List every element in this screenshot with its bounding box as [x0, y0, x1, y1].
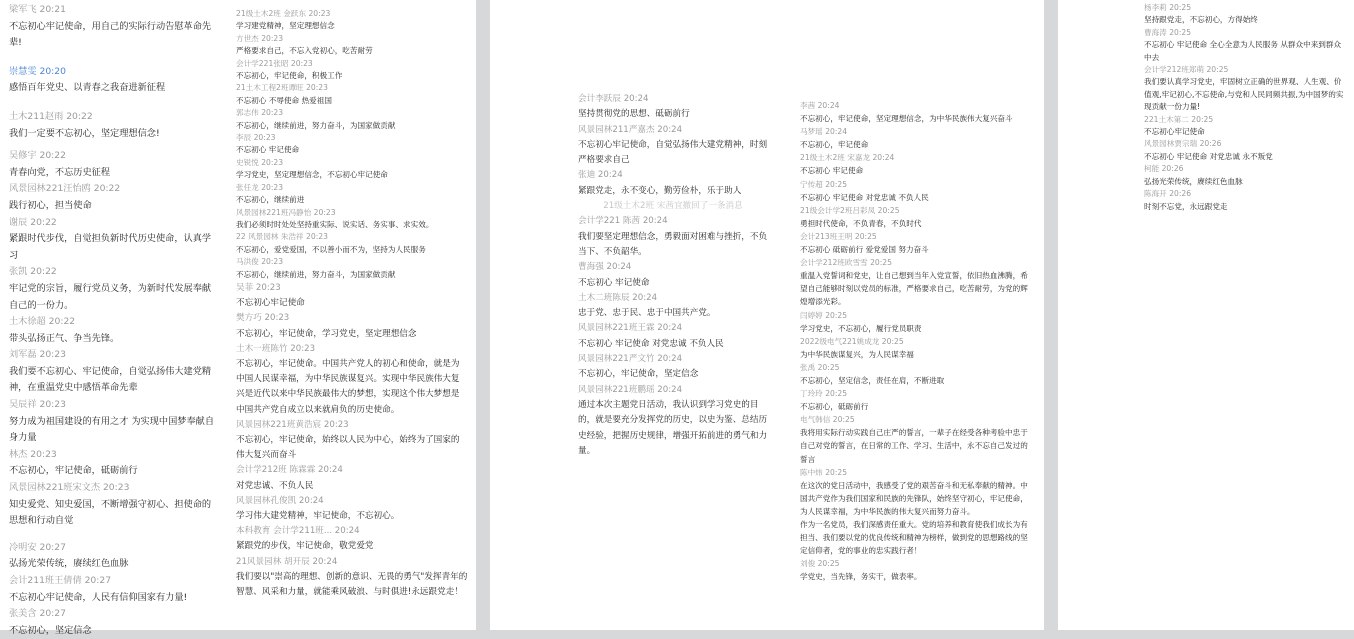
chat-message [578, 321, 768, 352]
chat-message [236, 58, 468, 83]
chat-message [9, 215, 219, 265]
message-sender: 柯能 20:26 [1144, 164, 1184, 174]
message-sender: 马洪俊 20:23 [236, 257, 284, 267]
chat-message [9, 573, 219, 606]
message-list-1 [9, 0, 219, 639]
chat-message [578, 214, 768, 260]
message-text: 不忘初心 牢记使命 对党忠诚 永不叛党 [1144, 151, 1273, 161]
chat-message [236, 231, 468, 256]
chat-message [578, 291, 768, 322]
message-text: 弘扬光荣传统，赓续红色血脉 [1144, 176, 1243, 186]
message-sender: 马梦瑶 20:24 [800, 127, 848, 137]
message-text: 不忘初心，继续前进，努力奋斗，为国家做贡献 [236, 269, 396, 279]
chat-message [578, 92, 768, 123]
chat-message [578, 260, 768, 291]
message-sender: 风景园林211严嘉杰 20:24 [578, 124, 683, 135]
chat-message [800, 361, 1030, 387]
chat-message [236, 132, 468, 157]
chat-message [578, 352, 768, 383]
message-sender: 郭志伟 20:23 [236, 108, 284, 118]
chat-message [236, 157, 468, 182]
message-text: 我们要以"崇高的理想、创新的意识、无畏的勇气"发挥青年的智慧、风采和力量，就能乘风破浪、与时俱进!永远跟党走！ [236, 571, 468, 597]
message-text: 为中华民族谋复兴，为人民谋幸福 [800, 349, 914, 359]
message-text: 不忘初心，牢记使命，坚定理想信念，为中华民族伟大复兴奋斗 [800, 114, 1013, 124]
chat-message [236, 107, 468, 132]
message-text: 不忘初心 牢记使命 对党忠诚 不负人民 [578, 338, 724, 349]
message-sender: 吴菲 20:23 [236, 282, 281, 293]
message-text: 不忘初心 砥砺前行 爱党爱国 努力奋斗 [800, 245, 929, 255]
message-sender: 刘军磊 20:23 [9, 349, 66, 361]
chat-message [236, 281, 468, 311]
message-sender: 风景园林221班黄浩宸 20:23 [236, 419, 349, 430]
message-text: 不忘初心 不辱使命 热爱祖国 [236, 95, 332, 105]
chat-message [236, 463, 468, 493]
message-text: 不忘初心牢记使命，用自己的实际行动告慰革命先辈! [9, 20, 212, 49]
message-text: 我将用实际行动实践自己庄严的誓言，一辈子在经受各种考验中忠于自己对党的誓言，在日常的工作、学习、生活中，永不忘自己发过的誓言 [800, 428, 1028, 464]
message-sender: 史锐悦 20:23 [236, 157, 284, 167]
message-text: 不忘初心，牢记使命，始终以人民为中心，始终为了国家的伟大复兴而奋斗 [236, 434, 460, 461]
message-sender: 张美含 20:27 [9, 608, 66, 620]
message-text: 坚持贯彻党的思想、砥砺前行 [578, 109, 690, 120]
message-sender: 林杰 20:23 [9, 448, 57, 460]
chat-message [800, 518, 1030, 557]
message-text: 紧跟党的步伐，牢记使命，敬党爱党 [236, 541, 374, 552]
message-text: 不忘初心，爱党爱国，不以善小而不为，坚持为人民服务 [236, 244, 426, 254]
message-text: 牢记党的宗旨，履行党员义务，为新时代发展奉献自己的一份力。 [9, 282, 212, 311]
chat-message [1144, 27, 1348, 64]
chat-message [9, 447, 219, 480]
message-text: 不忘初心，继续前进，努力奋斗，为国家做贡献 [236, 120, 396, 130]
message-text: 时刻不忘党，永远跟党走 [1144, 201, 1228, 211]
chat-message [800, 99, 1030, 125]
chat-message [236, 494, 468, 524]
message-text: 不忘初心，坚定信念，责任在肩，不断进取 [800, 375, 945, 385]
message-text: 努力成为祖国建设的有用之才 为实现中国梦奉献自身力量 [9, 415, 215, 444]
chat-message [236, 33, 468, 58]
chat-message [236, 342, 468, 418]
message-text: 带头弘扬正气、争当先锋。 [9, 332, 120, 344]
message-sender: 方世杰 20:23 [236, 33, 284, 43]
chat-message [800, 230, 1030, 256]
message-text: 不忘初心 牢记使命 [236, 145, 300, 155]
message-text: 学习建党精神，坚定理想信念 [236, 21, 335, 31]
message-text: 在这次的党日活动中，我感受了党的艰苦奋斗和无私奉献的精神。中国共产党作为我们国家和民族的先锋队，始终坚守初心，牢记使命，为人民谋幸福，为中华民族的伟大复兴而努力奋斗。 [800, 480, 1028, 516]
message-sender: 张凯 20:22 [9, 266, 57, 278]
message-text: 我们必须时时处处坚持重实际、说实话、务实事、求实效。 [236, 219, 434, 229]
chat-message [800, 413, 1030, 465]
chat-message [800, 178, 1030, 204]
chat-message [9, 314, 219, 347]
chat-message [800, 125, 1030, 151]
message-sender: 丁玲玲 20:25 [800, 389, 848, 399]
message-text: 通过本次主题党日活动，我认识到学习党史的目的，就是要充分发挥党的历史，以史为鉴、总结历史经验，把握历史规律，增强开拓前进的勇气和力量。 [578, 399, 768, 456]
message-text: 学习伟大建党精神，牢记使命，不忘初心。 [236, 510, 400, 521]
message-text: 忠于党、忠于民、忠于中国共产党。 [578, 308, 716, 319]
message-text: 不忘初心，牢记使命。中国共产党人的初心和使命，就是为中国人民谋幸福，为中华民族谋复兴。实现中华民族伟大复兴是近代以来中华民族最伟大的梦想，实现这个伟大梦想是中国共产党自成立以来就肩负的历史使命。 [236, 358, 460, 415]
message-sender: 风景园林221严文竹 20:24 [578, 354, 683, 365]
message-sender: 风景园林221班鹏瑶 20:24 [578, 384, 683, 395]
chat-message [800, 466, 1030, 518]
message-text: 践行初心，担当使命 [9, 199, 92, 211]
message-text: 学党史，当先锋，务实干，做表率。 [800, 572, 922, 582]
message-sender: 土木徐超 20:22 [9, 316, 76, 328]
message-sender: 风景园林贾宗瑞 20:26 [1144, 139, 1222, 149]
message-text: 感悟百年党史、以青春之我奋进新征程 [9, 82, 166, 94]
message-sender: 会计学212班 陈霖霖 20:24 [236, 465, 343, 476]
message-sender: 会计211班王倩倩 20:27 [9, 575, 112, 586]
recall-notice: 21级土木2班 宋茜宜撤回了一条消息 [603, 201, 743, 212]
message-list-3-right [800, 99, 1030, 583]
chat-message [9, 109, 219, 142]
message-list-3-left [578, 92, 768, 459]
message-sender: 崇慧雯 20:20 [9, 65, 66, 77]
message-text: 学习党史，不忘初心，履行党员职责 [800, 323, 922, 333]
message-sender: 电气韩信 20:25 [800, 415, 855, 425]
chat-message [800, 335, 1030, 361]
message-sender: 22 风景园林 朱浩祥 20:23 [236, 232, 328, 242]
message-text: 勇担时代使命，不负青春，不负时代 [800, 218, 922, 228]
chat-message [578, 383, 768, 459]
message-text: 紧跟党走，永不变心，勤劳俭朴，乐于助人 [578, 185, 742, 196]
message-text: 紧跟时代步伐，自觉担负新时代历史使命，认真学习 [9, 233, 212, 261]
chat-message [800, 204, 1030, 230]
chat-message [1144, 138, 1348, 163]
message-sender: 2022级电气221姚成龙 20:25 [800, 336, 904, 346]
message-sender: 土木二班陈辰 20:24 [578, 292, 658, 303]
message-sender: 风景园林221汪怡鸥 20:22 [9, 183, 121, 195]
message-sender: 会计学212班郑萌 20:25 [1144, 65, 1229, 75]
message-text: 坚持跟党走，不忘初心，方得始终 [1144, 15, 1258, 25]
chat-message [9, 64, 219, 97]
message-text: 不忘初心，牢记使命，坚定信念 [578, 369, 699, 380]
message-sender: 风景园林孔俊凯 20:24 [236, 495, 324, 506]
message-text: 青春向党，不忘历史征程 [9, 166, 111, 178]
message-list-4 [1144, 2, 1348, 213]
message-sender: 土木一班陈竹 20:23 [236, 343, 316, 354]
chat-message [800, 151, 1030, 177]
message-sender: 吴修宇 20:22 [9, 150, 66, 162]
message-text: 不忘初心，牢记使命 [800, 140, 869, 150]
message-text: 不忘初心，继续前进 [236, 195, 305, 205]
chat-message [236, 256, 468, 281]
chat-message [9, 148, 219, 181]
message-text: 不忘初心牢记使命 [236, 298, 305, 309]
message-text: 重温入党誓词和党史，让自己想到当年入党宣誓，依旧热血沸腾，希望自己能够时刻以党员的标准，严格要求自己，吃苦耐劳，为党的辉煌增添光彩。 [800, 271, 1028, 307]
message-sender: 风景园林221班冯静怡 20:23 [236, 207, 336, 217]
chat-panel-1 [0, 0, 224, 636]
message-sender: 21土木工程2班谭旺 20:23 [236, 83, 328, 93]
chat-message [9, 397, 219, 447]
chat-message [236, 82, 468, 107]
message-sender: 吴辰祥 20:23 [9, 399, 66, 411]
chat-message [9, 347, 219, 397]
chat-message [800, 557, 1030, 583]
message-sender: 张禹 20:25 [800, 362, 840, 372]
message-text: 我们一定要不忘初心，坚定理想信念! [9, 127, 160, 139]
chat-message [236, 555, 468, 601]
chat-message [236, 207, 468, 232]
message-text: 我们要不忘初心、牢记使命，自觉弘扬伟大建党精神，在重温党史中感悟革命先辈 [9, 365, 212, 394]
message-sender: 会计李跃辰 20:24 [578, 94, 649, 104]
message-text: 弘扬光荣传统，赓续红色血脉 [9, 558, 129, 570]
message-text: 我们要坚定理想信念，勇毅面对困难与挫折，不负当下、不负韶华。 [578, 231, 768, 257]
chat-panel-2 [224, 0, 476, 630]
message-sender: 樊方巧 20:23 [236, 313, 290, 324]
chat-message [236, 8, 468, 33]
message-text: 不忘初心 牢记使命 [800, 166, 864, 176]
message-sender: 本科教育 会计学211班... 20:24 [236, 526, 360, 537]
message-sender: 张迪 20:24 [578, 170, 623, 181]
chat-message [1144, 163, 1348, 188]
chat-message [236, 524, 468, 554]
message-sender: 李辰 20:23 [236, 133, 276, 143]
message-sender: 刘俊 20:25 [800, 559, 840, 569]
message-sender: 曹海强 20:24 [578, 262, 632, 273]
message-text: 学习党史，坚定理想信念，不忘初心牢记使命 [236, 170, 388, 180]
message-text: 知史爱党、知史爱国，不断增强守初心、担使命的思想和行动自觉 [9, 498, 212, 527]
chat-message [9, 2, 219, 52]
chat-message [1144, 64, 1348, 114]
message-sender: 谢辰 20:22 [9, 216, 57, 228]
message-sender: 陈中炜 20:25 [800, 467, 848, 477]
chat-panel-3 [490, 0, 1044, 630]
chat-message [578, 123, 768, 169]
message-sender: 21风景园林 胡开辰 20:24 [236, 556, 338, 567]
message-text: 不忘初心，坚定信念 [9, 624, 92, 636]
message-text: 不忘初心牢记使命 [1144, 127, 1205, 137]
message-sender: 曹海涛 20:25 [1144, 27, 1192, 37]
message-text: 不忘初心，牢记使命，积极工作 [236, 71, 343, 81]
message-text: 不忘初心 牢记使命 [578, 277, 650, 288]
message-sender: 221土木第二 20:25 [1144, 114, 1214, 124]
chat-message [800, 387, 1030, 413]
message-sender: 会计学221张昭 20:23 [236, 58, 313, 68]
message-sender: 土木211赵雨 20:22 [9, 110, 93, 122]
message-sender: 宁传超 20:25 [800, 179, 848, 189]
chat-message [236, 418, 468, 464]
chat-message [9, 606, 219, 639]
chat-message [1144, 188, 1348, 213]
message-sender: 21级会计学2班吕彩凤 20:25 [800, 205, 900, 215]
message-text: 不忘初心牢记使命，人民有信仰国家有力量! [9, 591, 188, 603]
message-sender: 陈海开 20:26 [1144, 189, 1192, 199]
message-sender: 会计学212班欧雪雪 20:25 [800, 258, 892, 268]
message-text: 严格要求自己，不忘入党初心，吃苦耐劳 [236, 46, 373, 56]
message-sender: 会计学221 陈茜 20:24 [578, 216, 668, 227]
chat-message [9, 181, 219, 214]
message-text: 不忘初心，砥砺前行 [800, 402, 869, 412]
message-sender: 梁军飞 20:21 [9, 4, 66, 15]
message-text: 不忘初心 牢记使命 全心全意为人民服务 从群众中来到群众中去 [1144, 40, 1342, 62]
message-list-2 [236, 8, 468, 600]
message-sender: 杨李莉 20:25 [1144, 3, 1192, 12]
message-sender: 张任龙 20:23 [236, 182, 284, 192]
message-sender: 风景园林221班宋文杰 20:23 [9, 482, 130, 494]
message-text: 不忘初心牢记使命，自觉弘扬伟大建党精神，时刻严格要求自己 [578, 139, 768, 166]
message-sender: 会计213班王明 20:25 [800, 231, 877, 241]
chat-message [578, 168, 768, 199]
chat-panel-4 [1058, 0, 1354, 630]
chat-message [236, 311, 468, 341]
message-text: 不忘初心 牢记使命 对党忠诚 不负人民 [800, 192, 929, 202]
message-sender: 21级土木2班 金跃东 20:23 [236, 9, 331, 18]
message-sender: 冷明安 20:27 [9, 541, 66, 553]
chat-message [9, 264, 219, 314]
message-sender: 李茜 20:24 [800, 101, 840, 110]
chat-message [9, 480, 219, 530]
chat-message [1144, 114, 1348, 139]
chat-message [9, 540, 219, 573]
message-sender: 21级土木2班 宋嘉龙 20:24 [800, 153, 895, 163]
chat-message [800, 309, 1030, 335]
message-text: 不忘初心，牢记使命，砥砺前行 [9, 465, 138, 477]
message-sender: 风景园林221班王霖 20:24 [578, 323, 683, 334]
message-text: 对党忠诚、不负人民 [236, 480, 314, 491]
chat-message [800, 256, 1030, 308]
message-text: 我们要认真学习党史，牢固树立正确的世界观、人生观、价值观,牢记初心,不忘使命,与党和人民同频共振,为中国梦的实现贡献一份力量! [1144, 77, 1344, 112]
chat-message [1144, 2, 1348, 27]
message-text: 不忘初心，牢记使命，学习党史，坚定理想信念 [236, 328, 417, 339]
chat-message [236, 182, 468, 207]
message-text: 作为一名党员，我们深感责任重大。党的培养和教育使我们成长为有担当、我们要以党的优良传统和精神为榜样，做到党的思想路线的坚定信仰者，党的事业的忠实践行者！ [800, 520, 1028, 556]
message-sender: 闫婷婷 20:25 [800, 310, 848, 320]
